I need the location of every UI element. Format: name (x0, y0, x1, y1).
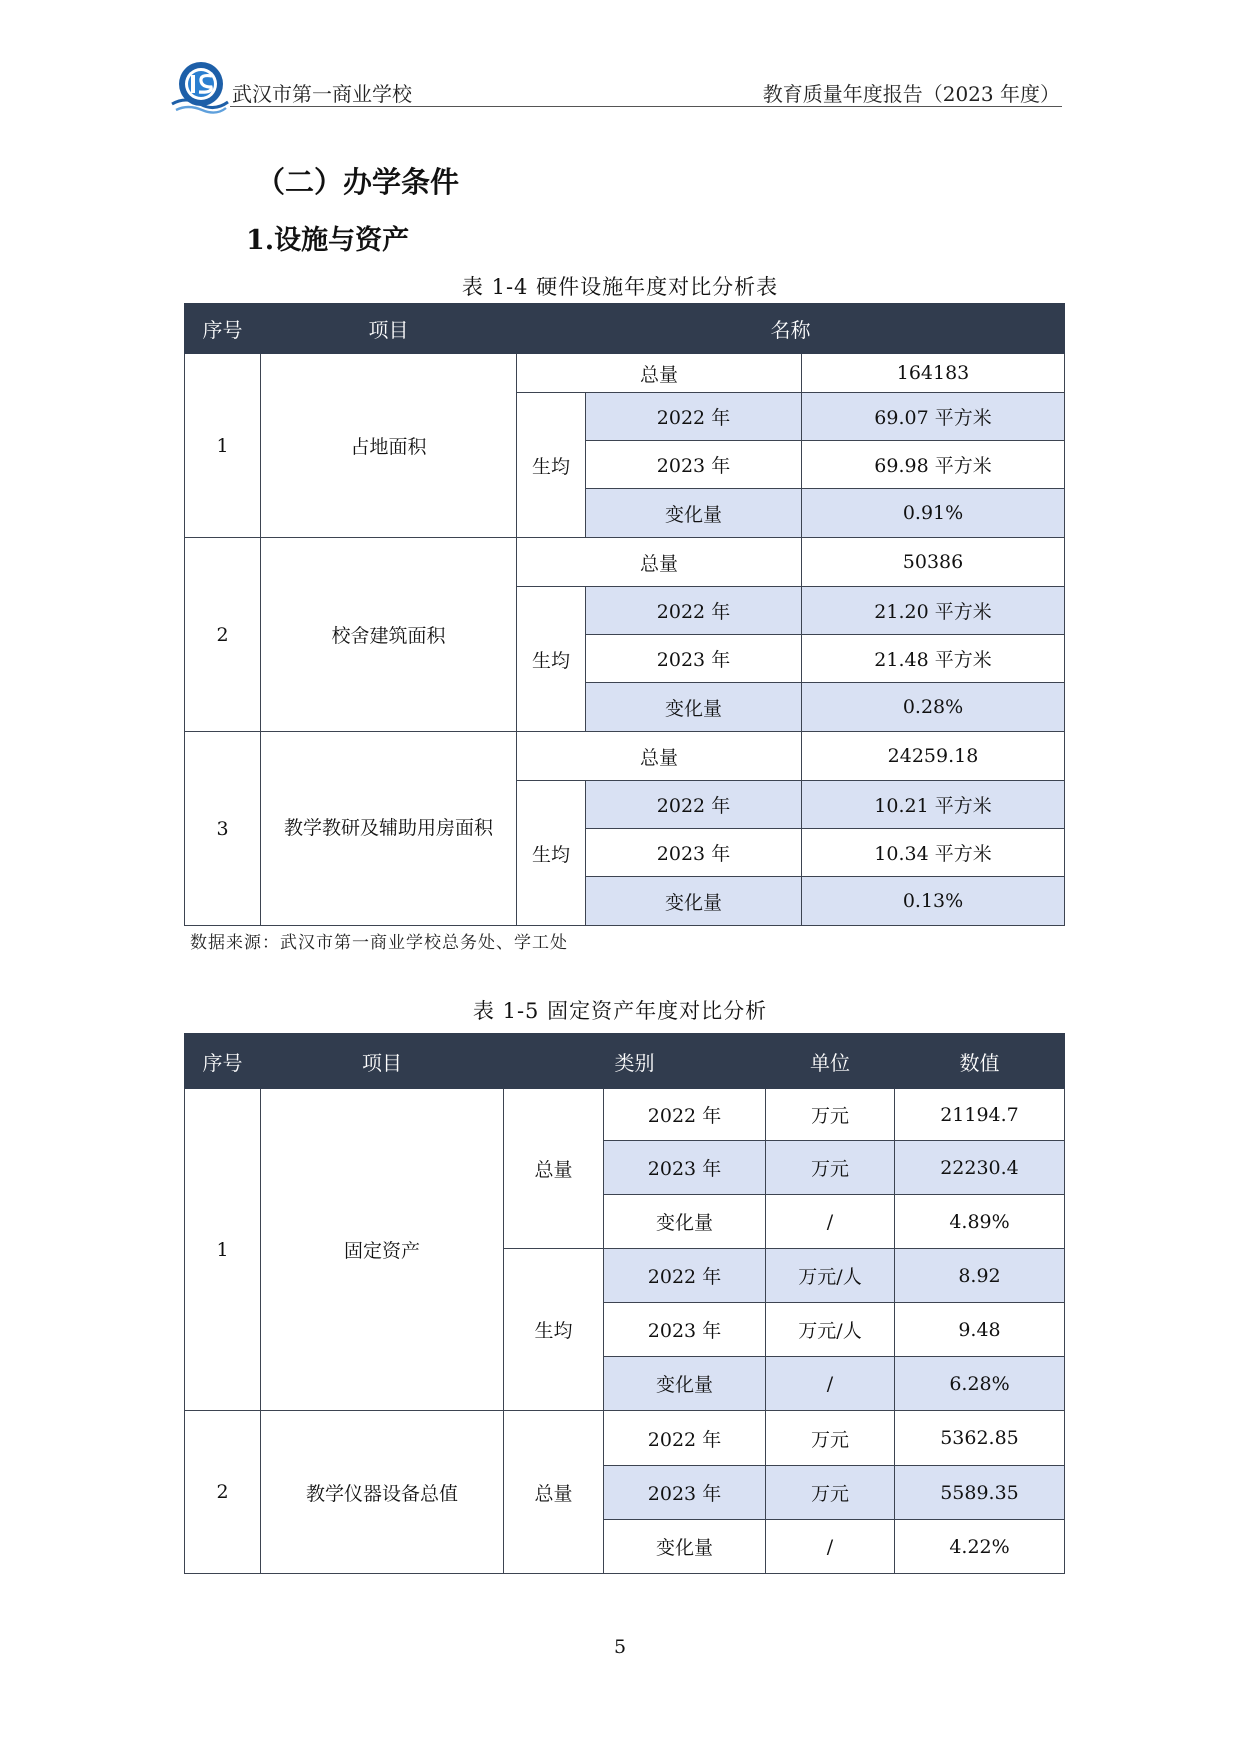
unit-cell: 万元 (766, 1089, 895, 1141)
total-value: 50386 (802, 538, 1065, 587)
per-student-label: 生均 (517, 393, 586, 538)
data-source-note: 数据来源：武汉市第一商业学校总务处、学工处 (190, 933, 568, 953)
period-cell: 变化量 (604, 1357, 766, 1411)
row-number: 1 (185, 354, 261, 538)
table1-caption: 表 1-4 硬件设施年度对比分析表 (461, 275, 779, 299)
total-label: 总量 (517, 732, 802, 781)
value-cell: 10.34 平方米 (802, 829, 1065, 877)
period-cell: 2022 年 (604, 1411, 766, 1466)
name-cell: 2023 年 (586, 829, 802, 877)
table2-header-row (185, 1034, 1065, 1089)
value-cell: 9.48 (895, 1303, 1065, 1357)
table2-header-cell: 序号 (185, 1034, 261, 1089)
table1-header-cell: 项目 (261, 304, 517, 354)
value-cell: 5589.35 (895, 1466, 1065, 1520)
period-cell: 2023 年 (604, 1303, 766, 1357)
value-cell: 0.13% (802, 877, 1065, 926)
total-label: 总量 (517, 538, 802, 587)
unit-cell: 万元/人 (766, 1249, 895, 1303)
unit-cell: / (766, 1357, 895, 1411)
total-label: 总量 (517, 354, 802, 393)
total-value: 24259.18 (802, 732, 1065, 781)
table-row (185, 1411, 1065, 1466)
school-logo-icon (170, 60, 230, 114)
value-cell: 21194.7 (895, 1089, 1065, 1141)
unit-cell: / (766, 1520, 895, 1574)
value-cell: 6.28% (895, 1357, 1065, 1411)
period-cell: 2022 年 (604, 1089, 766, 1141)
name-cell: 变化量 (586, 683, 802, 732)
page-number: 5 (613, 1636, 627, 1658)
value-cell: 5362.85 (895, 1411, 1065, 1466)
value-cell: 69.98 平方米 (802, 441, 1065, 489)
value-cell: 22230.4 (895, 1141, 1065, 1195)
per-student-label: 生均 (517, 587, 586, 732)
category-cell: 总量 (504, 1411, 604, 1574)
item-name: 固定资产 (261, 1089, 504, 1411)
name-cell: 变化量 (586, 489, 802, 538)
subsection-title: 1.设施与资产 (246, 225, 410, 256)
report-title: 教育质量年度报告（2023 年度） (762, 82, 1060, 106)
value-cell: 69.07 平方米 (802, 393, 1065, 441)
period-cell: 2023 年 (604, 1466, 766, 1520)
per-student-label: 生均 (517, 781, 586, 926)
table-row (185, 732, 1065, 781)
row-number: 2 (185, 1411, 261, 1574)
table2-caption: 表 1-5 固定资产年度对比分析 (472, 999, 768, 1023)
value-cell: 21.20 平方米 (802, 587, 1065, 635)
period-cell: 变化量 (604, 1195, 766, 1249)
table1-header-cell: 名称 (517, 304, 1065, 354)
name-cell: 2023 年 (586, 635, 802, 683)
category-cell: 生均 (504, 1249, 604, 1411)
value-cell: 10.21 平方米 (802, 781, 1065, 829)
total-value: 164183 (802, 354, 1065, 393)
name-cell: 变化量 (586, 877, 802, 926)
value-cell: 4.89% (895, 1195, 1065, 1249)
table-row (185, 354, 1065, 393)
value-cell: 0.91% (802, 489, 1065, 538)
header-divider (230, 106, 1062, 107)
table-row (185, 538, 1065, 587)
item-name: 占地面积 (261, 354, 517, 538)
value-cell: 4.22% (895, 1520, 1065, 1574)
period-cell: 2022 年 (604, 1249, 766, 1303)
item-name: 教学仪器设备总值 (261, 1411, 504, 1574)
item-name: 校舍建筑面积 (261, 538, 517, 732)
page-header (170, 58, 1060, 108)
row-number: 2 (185, 538, 261, 732)
item-name: 教学教研及辅助用房面积 (261, 732, 517, 926)
table2-header-cell: 类别 (504, 1034, 766, 1089)
school-name: 武汉市第一商业学校 (232, 82, 412, 106)
table1-header-row (185, 304, 1065, 354)
table1-header-cell: 序号 (185, 304, 261, 354)
value-cell: 8.92 (895, 1249, 1065, 1303)
period-cell: 2023 年 (604, 1141, 766, 1195)
unit-cell: 万元 (766, 1411, 895, 1466)
unit-cell: 万元/人 (766, 1303, 895, 1357)
table2-header-cell: 数值 (895, 1034, 1065, 1089)
name-cell: 2022 年 (586, 587, 802, 635)
unit-cell: 万元 (766, 1141, 895, 1195)
category-cell: 总量 (504, 1089, 604, 1249)
row-number: 1 (185, 1089, 261, 1411)
section-title: （二）办学条件 (256, 165, 460, 199)
fixed-assets-table (184, 1033, 1065, 1574)
table2-header-cell: 项目 (261, 1034, 504, 1089)
row-number: 3 (185, 732, 261, 926)
unit-cell: 万元 (766, 1466, 895, 1520)
name-cell: 2023 年 (586, 441, 802, 489)
name-cell: 2022 年 (586, 781, 802, 829)
name-cell: 2022 年 (586, 393, 802, 441)
value-cell: 21.48 平方米 (802, 635, 1065, 683)
value-cell: 0.28% (802, 683, 1065, 732)
table-row (185, 1089, 1065, 1141)
unit-cell: / (766, 1195, 895, 1249)
period-cell: 变化量 (604, 1520, 766, 1574)
hardware-facilities-table (184, 303, 1065, 926)
table2-header-cell: 单位 (766, 1034, 895, 1089)
